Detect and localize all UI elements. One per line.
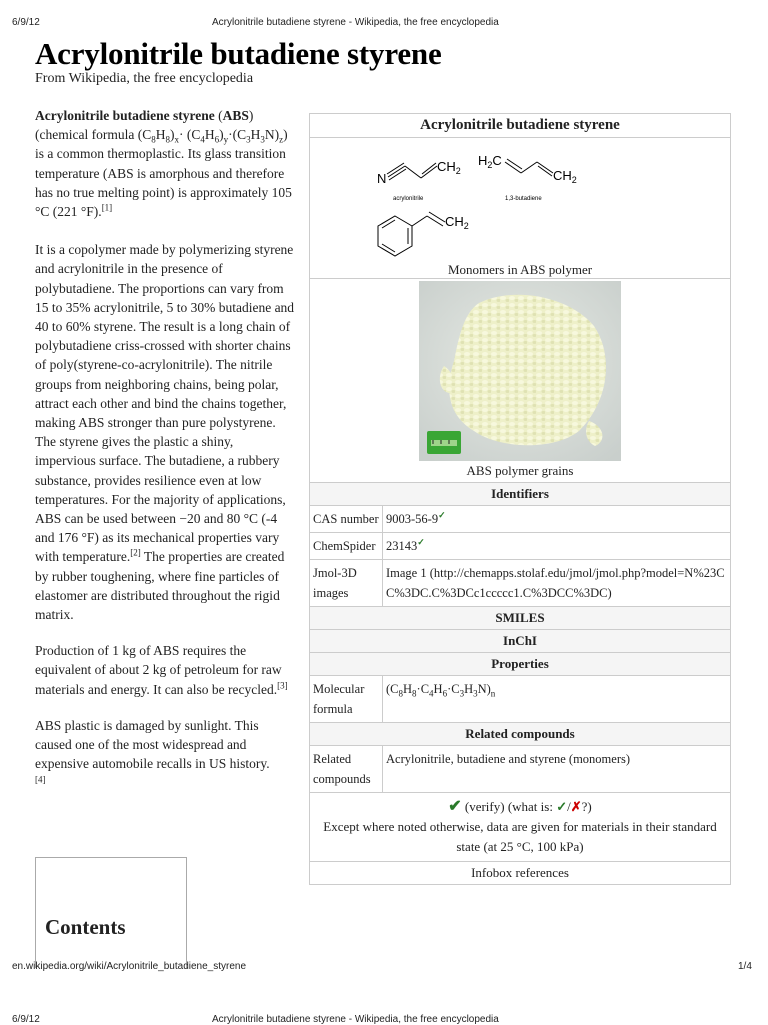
ref-link-3[interactable]: [3] (277, 680, 288, 691)
svg-text:H2C: $H_2C$ (478, 153, 502, 170)
svg-text:CH2: $CH_2$ (553, 168, 577, 185)
intro-abbr: ABS (222, 108, 249, 123)
butadiene-label: 1,3-butadiene (505, 196, 542, 202)
svg-text:N: N (377, 171, 387, 186)
check-icon: ✓ (438, 509, 446, 520)
standard-state-note: Except where noted otherwise, data are given for materials in their standard state (at 25 °C, 100 kPa) (323, 819, 717, 854)
svg-text:CH2: $CH_2$ (437, 159, 461, 176)
formula-value: $(C_8H_8\cdot C_4H_6\cdot C_3H_3N)_n$ (383, 676, 731, 723)
print-url: en.wikipedia.org/wiki/Acrylonitrile_butadiene_styrene (12, 961, 247, 972)
ref-link-2[interactable]: [2] (130, 547, 141, 558)
check-icon: ✔ (448, 798, 462, 815)
inchi-header[interactable]: InChI (310, 630, 731, 653)
svg-text:CH2: $CH_2$ (445, 214, 469, 231)
composition-text: It is a copolymer made by polymerizing styrene and acrylonitrile in the presence of polybutadiene. The proportions can vary from 15 to 35% acrylonitrile, 5 to 30% butadiene and 40 to 60% styrene. The result is a long chain of polybutadiene criss-crossed with shorter chains of poly(styrene-co-acrylonitrile). The nitrile groups from neighboring chains, being polar, attract each other and bind the chains together, making ABS stronger than pure polystyrene. The styrene gives the plastic a shiny, impervious surface. The butadiene, a rubbery substance, provides resilience even at low temperatures. For the majority of applications, ABS can be used between −20 and 80 °C (-4 and 176 °F) as its mechanical properties vary with temperature. (35, 242, 295, 565)
jmol-value[interactable]: Image 1 (http://chemapps.stolaf.edu/jmol/jmol.php?model=N%23CC%3DC.C%3DCc1ccccc1.C%3DCC%3DC) (383, 560, 731, 607)
related-label: Related compounds (310, 746, 383, 793)
grains-caption: ABS polymer grains (466, 463, 574, 478)
acrylonitrile-label: acrylonitrile (393, 196, 424, 202)
monomers-cell (310, 138, 731, 279)
infobox-title: Acrylonitrile butadiene styrene (310, 114, 731, 138)
cas-value[interactable]: 9003-56-9 (386, 512, 439, 526)
composition-text-rest: The properties are created by rubber toughening, where fine particles of elastomer are distributed throughout the rigid matrix. (35, 549, 285, 623)
cas-value-cell (383, 506, 731, 533)
chemspider-value-cell (383, 533, 731, 560)
check-icon: ✓ (417, 536, 425, 547)
sunlight-text: ABS plastic is damaged by sunlight. This caused one of the most widespread and expensive automobile recalls in US history. (35, 717, 270, 772)
ref-link-1[interactable]: [1] (101, 202, 113, 213)
formula-label: Molecular formula (310, 676, 383, 723)
chemspider-label: ChemSpider (310, 533, 383, 560)
check-icon[interactable]: ✓ (556, 799, 568, 814)
ref-link-4[interactable]: [4] (35, 774, 46, 784)
identifiers-header: Identifiers (310, 483, 731, 506)
print-page-number: 1/4 (738, 961, 752, 972)
intro-paragraph: Acrylonitrile butadiene styrene (ABS) (chemical formula $(C_8H_8)_x\cdot (C_4H_6)_y\cdot(C_3H_3N)_z$) is a common thermoplastic. Its glass transition temperature (ABS is amorphous and therefore has no true melting point) is approximately 105 °C (221 °F).[1] (35, 108, 292, 220)
composition-paragraph (35, 240, 297, 624)
contents-title: Contents (45, 915, 126, 939)
abs-grains-photo[interactable] (419, 281, 621, 461)
grains-cell (310, 279, 731, 483)
print-date: 6/9/12 (12, 17, 40, 28)
intro-rest: ) is a common thermoplastic. Its glass transition temperature (ABS is amorphous and therefore has no true melting point) is approximately 105 °C (221 °F). (35, 127, 292, 220)
properties-header: Properties (310, 653, 731, 676)
table-of-contents (35, 857, 187, 968)
print-title: Acrylonitrile butadiene styrene - Wikipedia, the free encyclopedia (212, 17, 499, 28)
next-page-date: 6/9/12 (12, 1014, 40, 1025)
smiles-header[interactable]: SMILES (310, 607, 731, 630)
cas-label: CAS number (310, 506, 383, 533)
related-value[interactable]: Acrylonitrile, butadiene and styrene (monomers) (383, 746, 731, 793)
monomers-caption: Monomers in ABS polymer (447, 262, 593, 277)
article-body (35, 106, 297, 807)
verify-text[interactable]: (verify) (what is: (464, 799, 553, 814)
next-page-title: Acrylonitrile butadiene styrene - Wikipedia, the free encyclopedia (212, 1014, 499, 1025)
jmol-label: Jmol-3D images (310, 560, 383, 607)
page-title: Acrylonitrile butadiene styrene (35, 36, 442, 71)
related-compounds-header: Related compounds (310, 723, 731, 746)
verify-cell: ✔ (verify) (what is: ✓/✗?) Except where noted otherwise, data are given for materials in their standard state (at 25 °C, 100 kPa) (310, 793, 731, 862)
chemspider-value[interactable]: 23143 (386, 539, 418, 553)
verify-end: ?) (581, 799, 592, 814)
intro-bold-term: Acrylonitrile butadiene styrene (35, 108, 215, 123)
infobox-references[interactable]: Infobox references (310, 862, 731, 885)
monomers-structure-image[interactable] (365, 142, 675, 260)
production-text: Production of 1 kg of ABS requires the equivalent of about 2 kg of petroleum for raw materials and energy. It can also be recycled. (35, 643, 282, 697)
production-paragraph (35, 641, 297, 699)
page-subtitle: From Wikipedia, the free encyclopedia (35, 71, 254, 86)
intro-formula-start: (chemical formula (C (35, 127, 152, 143)
cross-icon[interactable]: ✗ (570, 799, 582, 814)
infobox (309, 113, 731, 885)
sunlight-paragraph (35, 716, 297, 793)
